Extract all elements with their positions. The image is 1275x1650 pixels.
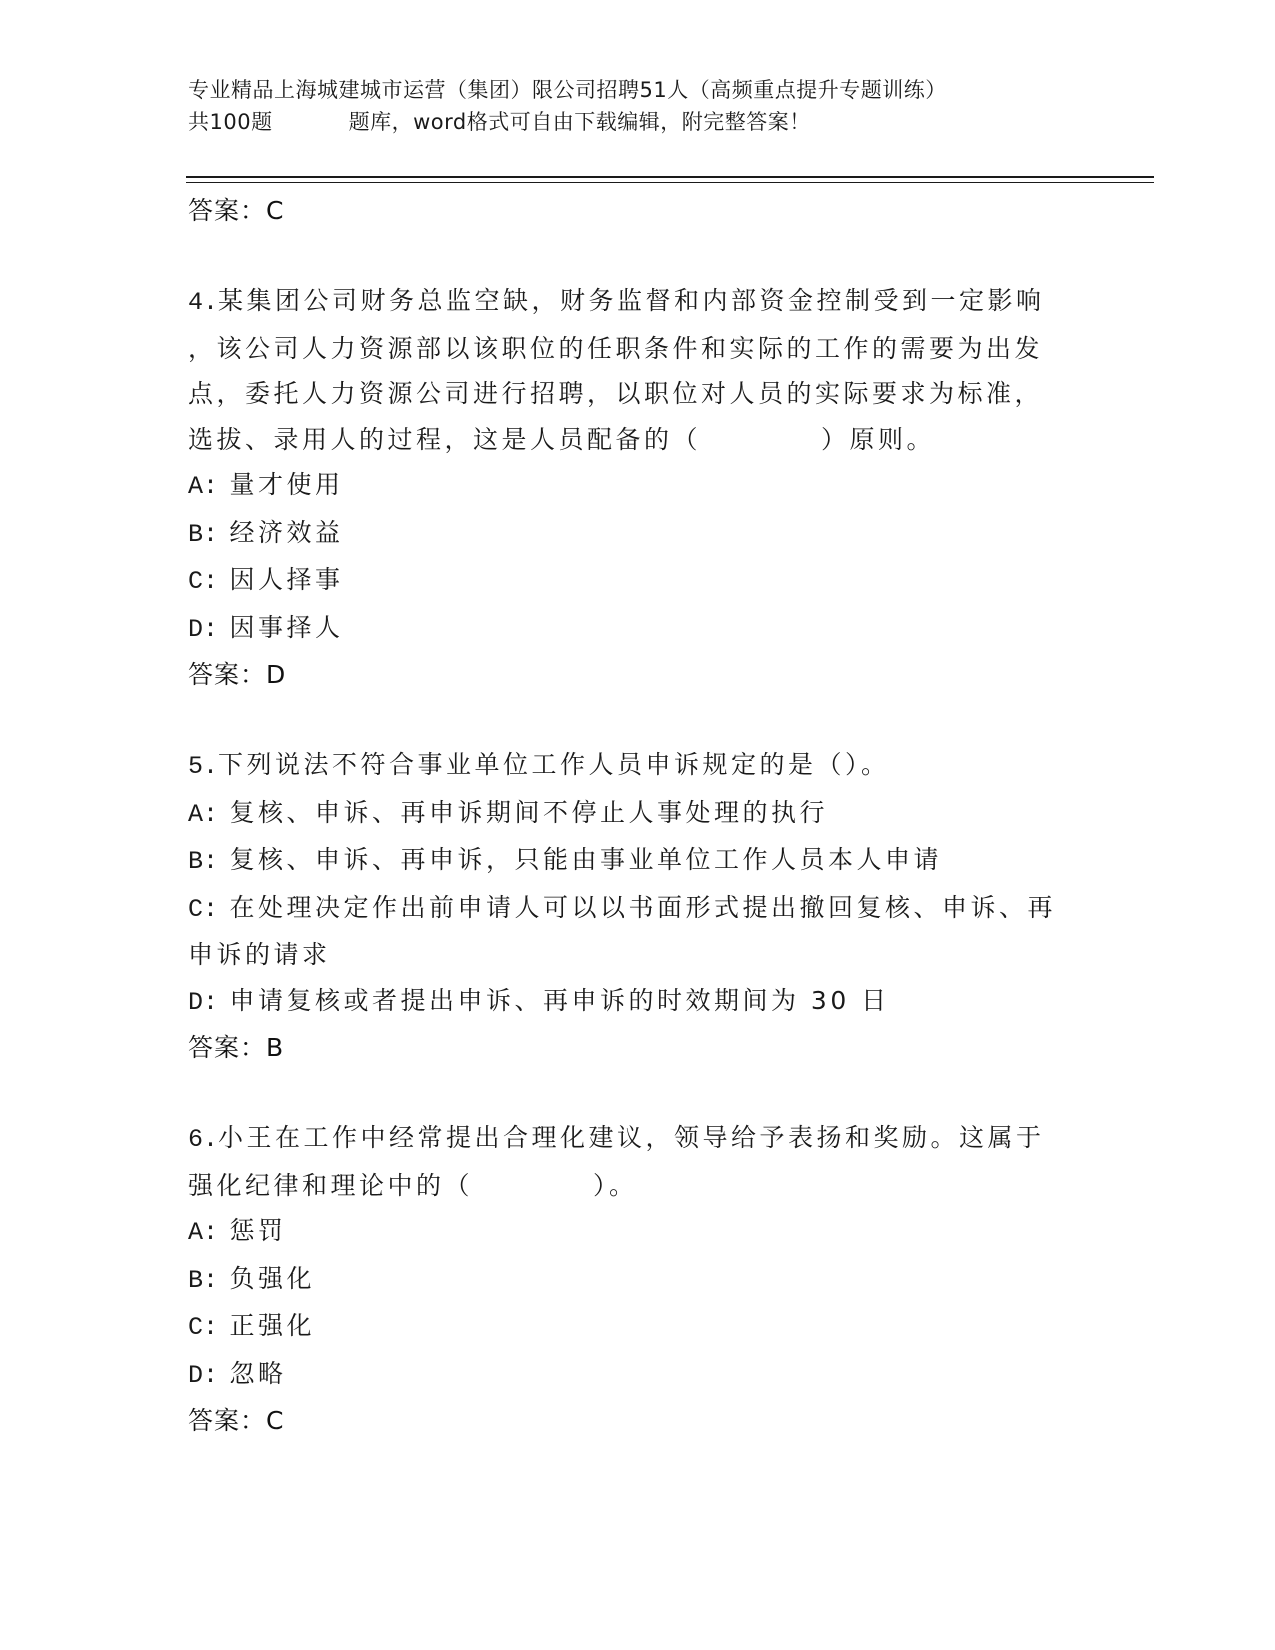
header-title-line: 专业精品上海城建城市运营（集团）限公司招聘51人（高频重点提升专题训练） [188, 78, 947, 102]
question-4 [188, 278, 1088, 698]
question-stem-line: 强化纪律和理论中的（ ）。 [188, 1170, 638, 1200]
option-d: D: 申请复核或者提出申诉、再申诉的时效期间为 30 日 [188, 985, 890, 1017]
header-subtitle-line [188, 106, 1088, 138]
header-rule-thick [186, 176, 1154, 178]
question-stem-line: 6.小王在工作中经常提出合理化建议，领导给予表扬和奖励。这属于 [188, 1123, 1045, 1154]
question-number: 5. [188, 752, 219, 781]
question-stem-line: 5.下列说法不符合事业单位工作人员申诉规定的是（）。 [188, 750, 890, 781]
option-c: C: 因人择事 [188, 565, 344, 596]
answer-value: D [266, 660, 287, 689]
option-c: C: 正强化 [188, 1311, 315, 1342]
question-list [188, 188, 1088, 1444]
page-header [188, 74, 1088, 138]
header-question-count: 共100题 [188, 110, 273, 134]
question-stem-line: ，该公司人力资源部以该职位的任职条件和实际的工作的需要为出发 [188, 333, 1044, 363]
header-format-note: 题库，word格式可自由下载编辑，附完整答案！ [348, 110, 811, 134]
option-b: B: 复核、申诉、再申诉，只能由事业单位工作人员本人申请 [188, 845, 942, 876]
question-6 [188, 1115, 1088, 1444]
question-stem-line: 选拔、录用人的过程，这是人员配备的（ ）原则。 [188, 424, 936, 454]
option-d: D: 忽略 [188, 1358, 287, 1390]
option-c-continued: 申诉的请求 [188, 940, 331, 969]
question-5 [188, 742, 1088, 1071]
question-number: 6. [188, 1125, 219, 1154]
option-a: A: 复核、申诉、再申诉期间不停止人事处理的执行 [188, 797, 828, 829]
option-a: A: 量才使用 [188, 470, 344, 501]
question-stem-line: 4.某集团公司财务总监空缺，财务监督和内部资金控制受到一定影响 [188, 286, 1045, 317]
answer-value: C [266, 1406, 285, 1435]
answer-line [188, 1025, 1088, 1071]
answer-label: 答案： [188, 196, 267, 225]
question-number: 4. [188, 288, 219, 317]
answer-label: 答案： [188, 1406, 267, 1435]
answer-label: 答案： [188, 660, 267, 689]
option-a: A: 惩罚 [188, 1216, 287, 1247]
answer-line [188, 652, 1088, 698]
option-c: C: 在处理决定作出前申请人可以以书面形式提出撤回复核、申诉、再 [188, 892, 1056, 924]
answer-value: B [266, 1033, 285, 1062]
option-b: B: 经济效益 [188, 517, 344, 549]
header-rule-thin [186, 182, 1154, 183]
question-stem-line: 点，委托人力资源公司进行招聘，以职位对人员的实际要求为标准， [188, 379, 1044, 408]
answer-line-q3 [188, 188, 1088, 234]
answer-label: 答案： [188, 1033, 267, 1062]
answer-line [188, 1398, 1088, 1444]
option-d: D: 因事择人 [188, 612, 344, 644]
option-b: B: 负强化 [188, 1263, 315, 1295]
answer-value: C [266, 196, 285, 225]
